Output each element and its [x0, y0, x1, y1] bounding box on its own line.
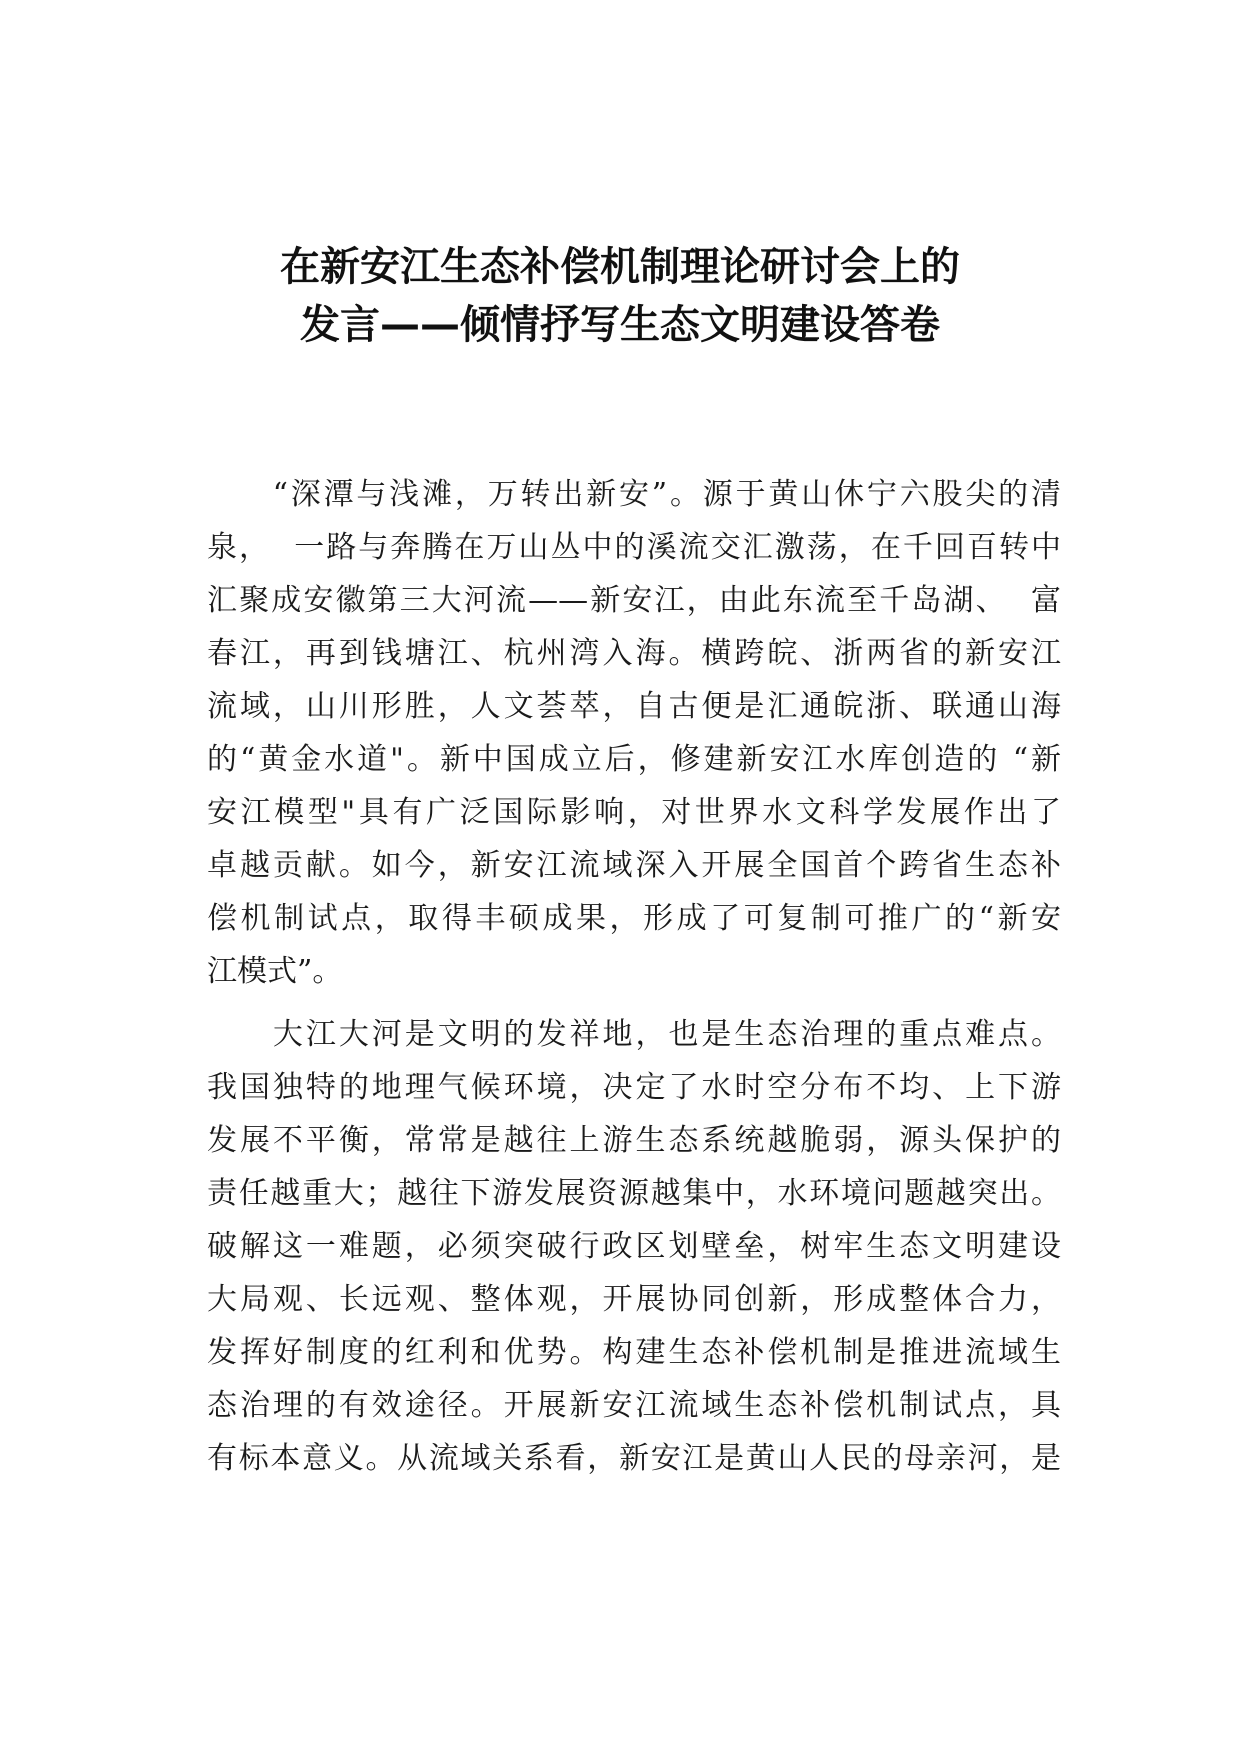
body-line: 大局观、长远观、整体观，开展协同创新，形成整体合力， — [207, 1282, 1061, 1317]
body-line: 发展不平衡，常常是越往上游生态系统越脆弱，源头保护的 — [207, 1123, 1061, 1158]
title-line-2: 发言——倾情抒写生态文明建设答卷 — [300, 302, 940, 348]
body-line: 流域，山川形胜，人文荟萃，自古便是汇通皖浙、联通山海 — [207, 689, 1061, 724]
paragraph-gap — [207, 998, 1061, 1008]
body-line: 卓越贡献。如今，新安江流域深入开展全国首个跨省生态补 — [207, 848, 1061, 883]
body-line: 偿机制试点，取得丰硕成果，形成了可复制可推广的“新安 — [207, 901, 1061, 936]
body-line: 有标本意义。从流域关系看，新安江是黄山人民的母亲河，是 — [207, 1441, 1061, 1476]
body-line: 的“黄金水道"。新中国成立后，修建新安江水库创造的 “新 — [207, 742, 1061, 777]
paragraph-2 — [207, 1008, 1061, 1485]
body-line: 破解这一难题，必须突破行政区划壁垒，树牢生态文明建设 — [207, 1229, 1061, 1264]
document-title — [160, 238, 1080, 354]
body-line: 发挥好制度的红利和优势。构建生态补偿机制是推进流域生 — [207, 1335, 1061, 1370]
body-line: 态治理的有效途径。开展新安江流域生态补偿机制试点，具 — [207, 1388, 1061, 1423]
body-line: 江模式”。 — [207, 954, 343, 989]
body-line: 安江模型"具有广泛国际影响，对世界水文科学发展作出了 — [207, 795, 1061, 830]
body-line: 责任越重大；越往下游发展资源越集中，水环境问题越突出。 — [207, 1176, 1061, 1211]
body-line: 大江大河是文明的发祥地，也是生态治理的重点难点。 — [207, 1017, 1061, 1052]
body-line: “深潭与浅滩，万转出新安”。源于黄山休宁六股尖的清 — [207, 477, 1061, 512]
body-line: 我国独特的地理气候环境，决定了水时空分布不均、上下游 — [207, 1070, 1061, 1105]
document-body — [207, 468, 1061, 1485]
title-line-1: 在新安江生态补偿机制理论研讨会上的 — [280, 244, 960, 290]
body-line: 泉， 一路与奔腾在万山丛中的溪流交汇激荡，在千回百转中 — [207, 530, 1061, 565]
body-line: 汇聚成安徽第三大河流——新安江，由此东流至千岛湖、 富 — [207, 583, 1061, 618]
paragraph-1 — [207, 468, 1061, 998]
body-line: 春江，再到钱塘江、杭州湾入海。横跨皖、浙两省的新安江 — [207, 636, 1061, 671]
